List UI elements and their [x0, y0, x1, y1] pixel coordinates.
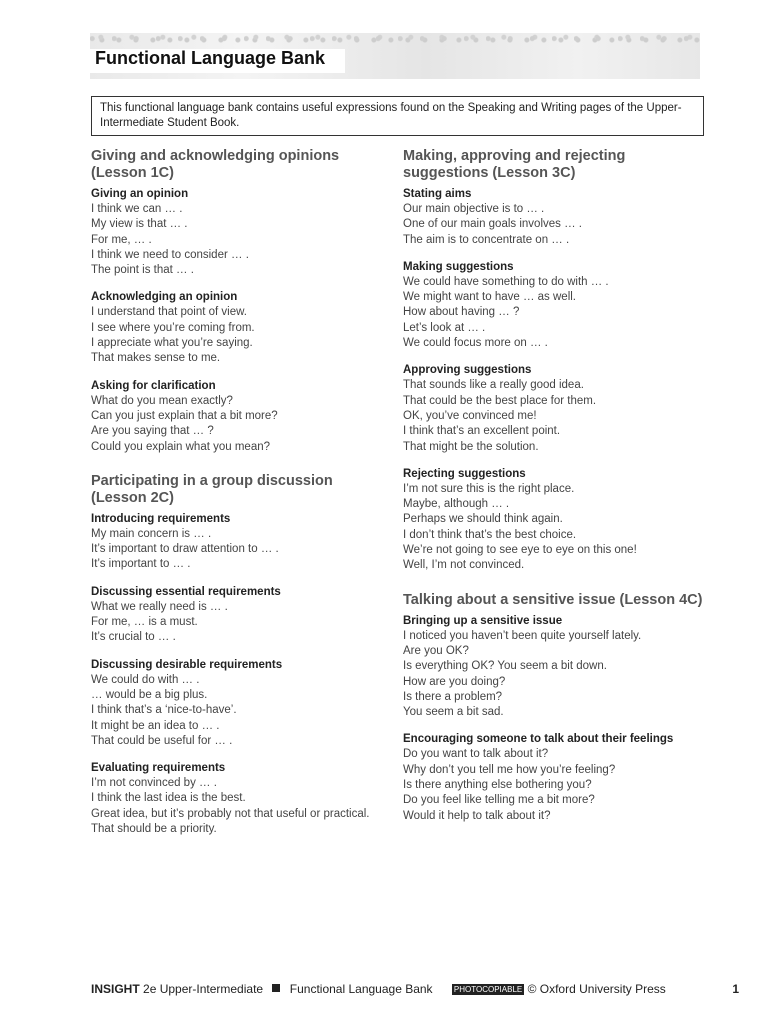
phrase-line: What we really need is … . [91, 600, 228, 613]
phrase-line: I think we can … . [91, 203, 183, 215]
section-title: Participating in a group discussion (Lesson 2C) [91, 472, 333, 506]
phrase-line: You seem a bit sad. [403, 706, 504, 719]
phrase-line: I understand that point of view. [91, 306, 247, 319]
subsection-title: Discussing desirable requirements [91, 658, 283, 671]
phrase-line: Our main objective is to … . [403, 203, 545, 215]
subsection-title: Asking for clarification [91, 379, 216, 392]
subsection-title: Stating aims [403, 188, 472, 200]
section-group-discussion [91, 473, 391, 837]
publisher: © Oxford University Press [527, 982, 666, 996]
subsection-approving-suggestions [403, 363, 703, 454]
phrase-line: I think we need to consider … . [91, 248, 249, 261]
phrase-line: Perhaps we should think again. [403, 513, 563, 526]
phrase-line: It’s important to … . [91, 558, 191, 571]
subsection-title: Acknowledging an opinion [91, 291, 238, 304]
phrase-line: Could you explain what you mean? [91, 440, 271, 453]
phrase-line: That could be the best place for them. [403, 394, 597, 407]
phrase-line: What do you mean exactly? [91, 394, 233, 407]
phrase-line: I think the last idea is the best. [91, 792, 246, 805]
page-number: 1 [732, 982, 739, 996]
phrase-line: We could do with … . [91, 673, 200, 686]
phrase-line: For me, … . [91, 233, 152, 246]
phrase-line: One of our main goals involves … . [403, 218, 582, 231]
section-title: Making, approving and rejecting suggestions (Lesson 3C) [403, 148, 626, 181]
phrase-line: Is everything OK? You seem a bit down. [403, 660, 607, 673]
subsection-title: Making suggestions [403, 260, 514, 273]
subsection-title: Approving suggestions [403, 364, 532, 377]
phrase-line: That makes sense to me. [91, 352, 221, 365]
phrase-line: Would it help to talk about it? [403, 809, 551, 822]
phrase-line: We’re not going to see eye to eye on this one! [403, 544, 637, 557]
phrase-line: Is there anything else bothering you? [403, 779, 592, 792]
phrase-line: Do you feel like telling me a bit more? [403, 794, 595, 807]
right-column [403, 148, 703, 836]
page-title: Functional Language Bank [95, 48, 326, 68]
phrase-line: We could have something to do with … . [403, 275, 609, 288]
phrase-line: It might be an idea to … . [91, 719, 220, 732]
subsection-title: Evaluating requirements [91, 762, 226, 775]
phrase-line: My main concern is … . [91, 527, 212, 540]
subsection-evaluating-requirements [91, 761, 391, 837]
phrase-line: That should be a priority. [91, 823, 217, 836]
subsection-bringing-up-issue [403, 614, 703, 721]
subsection-introducing-requirements [91, 512, 391, 573]
subsection-title: Giving an opinion [91, 188, 189, 200]
phrase-line: I don’t think that’s the best choice. [403, 528, 577, 541]
phrase-line: My view is that … . [91, 218, 188, 231]
subsection-asking-clarification [91, 379, 391, 455]
phrase-line: Can you just explain that a bit more? [91, 409, 278, 422]
subsection-title: Introducing requirements [91, 512, 231, 525]
phrase-line: Well, I’m not convinced. [403, 559, 525, 572]
subsection-encouraging-to-talk [403, 732, 703, 823]
phrase-line: I think that’s a ‘nice-to-have’. [91, 704, 237, 717]
subsection-making-suggestions [403, 260, 703, 351]
subsection-essential-requirements [91, 585, 391, 646]
subsection-acknowledging-opinion [91, 290, 391, 366]
photocopiable-badge: PHOTOCOPIABLE [453, 985, 523, 994]
subsection-title: Rejecting suggestions [403, 467, 526, 480]
section-title: Talking about a sensitive issue (Lesson 4C) [403, 591, 703, 608]
phrase-line: We could focus more on … . [403, 337, 548, 350]
square-separator-icon [272, 984, 280, 992]
phrase-line: I think that’s an excellent point. [403, 425, 561, 438]
subsection-giving-opinion [91, 187, 391, 278]
series-name: INSIGHT [91, 982, 140, 996]
phrase-line: Let’s look at … . [403, 321, 486, 334]
phrase-line: It’s crucial to … . [91, 631, 176, 644]
phrase-line: That might be the solution. [403, 440, 539, 453]
section-title: Giving and acknowledging opinions (Lesson 1C) [91, 148, 340, 181]
phrase-line: That sounds like a really good idea. [403, 379, 584, 392]
phrase-line: … would be a big plus. [91, 688, 208, 701]
section-suggestions [403, 148, 703, 574]
phrase-line: Why don’t you tell me how you’re feeling? [403, 763, 616, 776]
subsection-title: Encouraging someone to talk about their feelings [403, 733, 674, 746]
phrase-line: It’s important to draw attention to … . [91, 543, 279, 556]
phrase-line: Are you OK? [403, 644, 469, 657]
phrase-line: I see where you’re coming from. [91, 321, 255, 334]
subsection-title: Bringing up a sensitive issue [403, 614, 563, 627]
phrase-line: Maybe, although … . [403, 498, 510, 511]
phrase-line: Is there a problem? [403, 690, 503, 703]
phrase-line: How are you doing? [403, 675, 506, 688]
phrase-line: For me, … is a must. [91, 616, 198, 629]
phrase-line: OK, you’ve convinced me! [403, 409, 537, 422]
footer-section: Functional Language Bank [289, 982, 433, 996]
phrase-line: I’m not sure this is the right place. [403, 482, 575, 495]
subsection-title: Discussing essential requirements [91, 585, 281, 598]
banner-texture [90, 33, 700, 47]
intro-box: This functional language bank contains useful expressions found on the Speaking and Writing pages of the Upper-Intermediate Student Book. [91, 96, 704, 136]
phrase-line: Do you want to talk about it? [403, 748, 549, 761]
phrase-line: Great idea, but it’s probably not that useful or practical. [91, 807, 370, 820]
left-column [91, 148, 391, 849]
subsection-stating-aims [403, 187, 703, 248]
phrase-line: How about having … ? [403, 306, 520, 319]
subsection-desirable-requirements [91, 658, 391, 749]
phrase-line: I noticed you haven’t been quite yourself lately. [403, 629, 642, 642]
section-opinions [91, 148, 391, 455]
subsection-rejecting-suggestions [403, 467, 703, 574]
phrase-line: The point is that … . [91, 264, 194, 277]
phrase-line: We might want to have … as well. [403, 291, 576, 304]
phrase-line: Are you saying that … ? [91, 425, 214, 438]
edition-label: 2e Upper-Intermediate [143, 982, 264, 996]
section-sensitive-issue [403, 592, 703, 824]
phrase-line: I’m not convinced by … . [91, 777, 217, 790]
phrase-line: I appreciate what you’re saying. [91, 337, 253, 350]
phrase-line: That could be useful for … . [91, 734, 233, 747]
page-footer [91, 982, 739, 1000]
phrase-line: The aim is to concentrate on … . [403, 233, 570, 246]
